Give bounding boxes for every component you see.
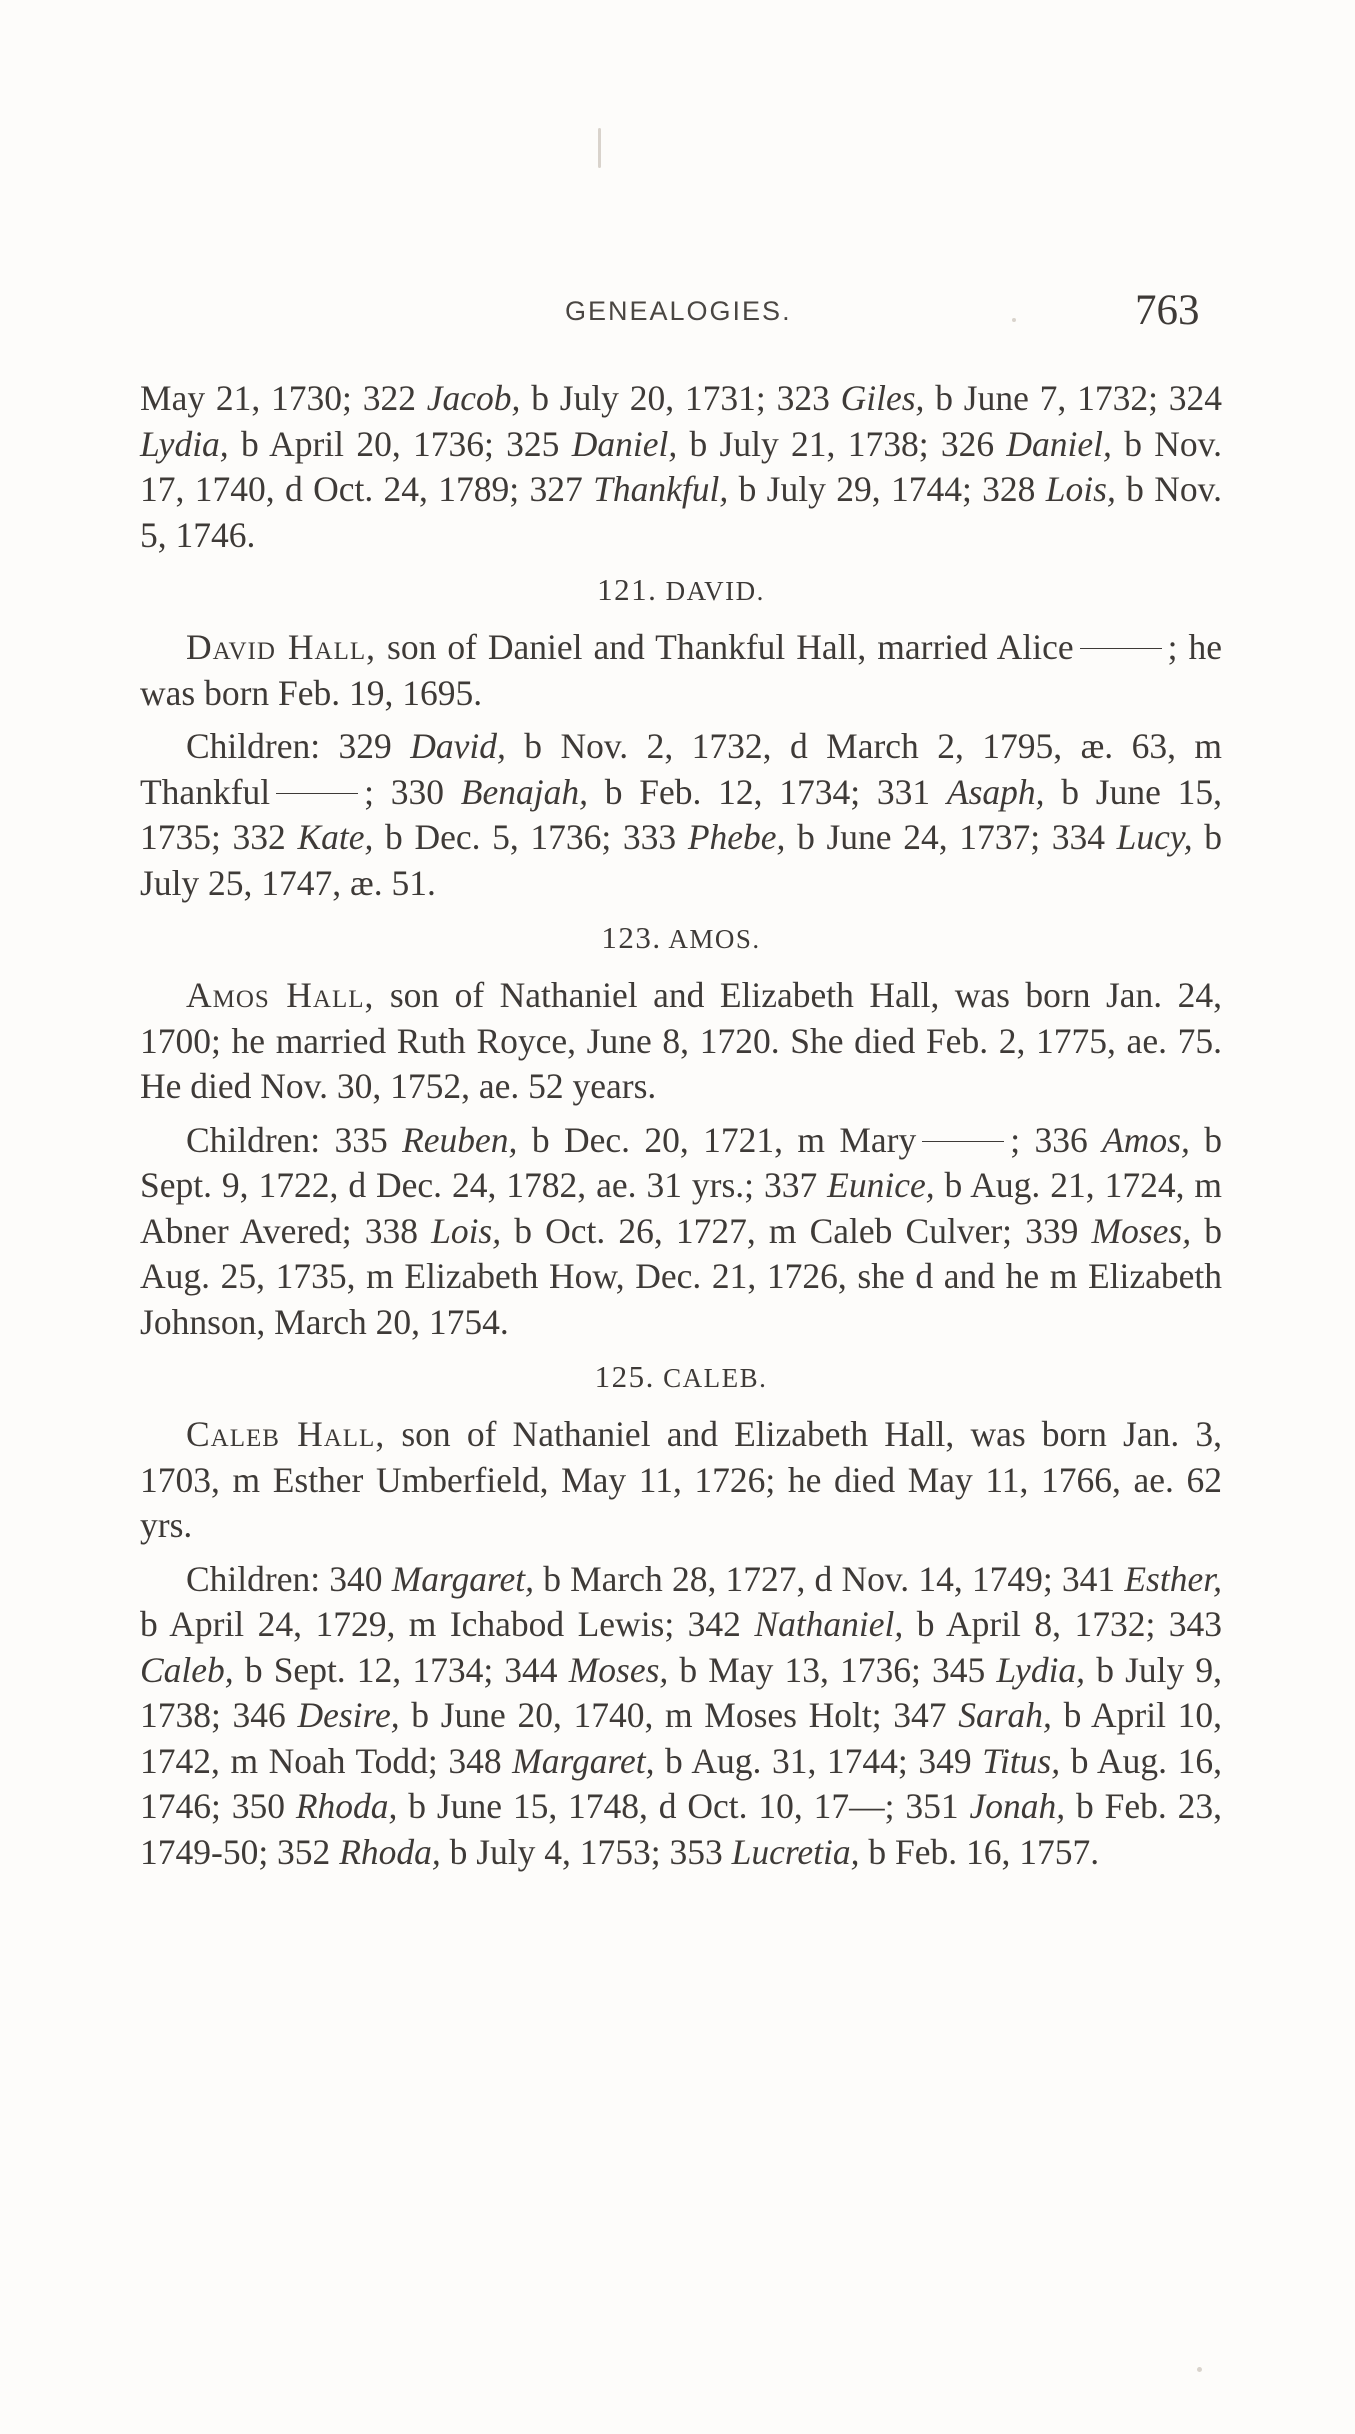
text-run: b April 8, 1732; 343 xyxy=(903,1604,1223,1644)
running-head xyxy=(0,287,1355,336)
text-run: May 21, 1730; 322 xyxy=(140,378,427,418)
text-run: b Nov. 2, 1732, d March 2, 1795, æ. 63, m Thankful xyxy=(140,726,1222,812)
child-name: Amos, xyxy=(1102,1119,1190,1160)
child-name: Jonah, xyxy=(969,1786,1066,1826)
child-name: Moses, xyxy=(568,1649,669,1690)
text-run: b June 15, 1735; 332 xyxy=(140,771,1222,857)
text-run: b Nov. 5, 1746. xyxy=(140,469,1222,555)
text-run: ; 336 xyxy=(1010,1119,1103,1160)
text-run: son of Nathaniel and Elizabeth Hall, was born Jan. 3, 1703, m Esther Umberfield, May 11, 1726; he died May 11, 1766, ae. 62 yrs. xyxy=(140,1414,1223,1545)
child-name: Phebe, xyxy=(687,817,786,857)
text-run: Children: 329 xyxy=(186,726,411,766)
child-name: Lucy, xyxy=(1116,817,1193,857)
child-name: Margaret, xyxy=(391,1558,535,1599)
child-name: Eunice, xyxy=(827,1165,935,1205)
text-run: Children: 335 xyxy=(186,1119,403,1160)
child-name: Caleb, xyxy=(140,1649,234,1690)
child-name: Margaret, xyxy=(512,1740,655,1781)
child-name: Daniel, xyxy=(1006,423,1112,464)
running-title: GENEALOGIES. xyxy=(565,296,792,326)
child-name: Lydia, xyxy=(996,1649,1086,1690)
text-run: ; he was born Feb. 19, 1695. xyxy=(140,627,1222,713)
child-name: Jacob, xyxy=(426,378,521,418)
person-name: Caleb Hall, xyxy=(186,1414,386,1454)
text-run: b Feb. 16, 1757. xyxy=(859,1831,1100,1872)
text-run: b Feb. 23, 1749-50; 352 xyxy=(140,1786,1222,1872)
child-name: Sarah, xyxy=(958,1695,1052,1735)
intro-paragraph xyxy=(140,1412,1222,1549)
text-run: ; 330 xyxy=(364,771,461,812)
child-name: Rhoda, xyxy=(339,1831,441,1872)
text-run: son of Nathaniel and Elizabeth Hall, was born Jan. 24, 1700; he married Ruth Royce, June 8, 1720. She died Feb. 2, 1775, ae. 75. He died Nov. 30, 1752, ae. 52 years. xyxy=(140,975,1222,1106)
paper-speck xyxy=(1197,2367,1202,2372)
child-name: Lois, xyxy=(431,1210,502,1251)
paper-speck xyxy=(598,128,601,168)
text-run: b July 29, 1744; 328 xyxy=(728,469,1046,509)
text-run: b July 20, 1731; 323 xyxy=(520,378,841,418)
person-name: Amos Hall, xyxy=(186,975,375,1015)
person-name: David Hall, xyxy=(186,627,377,667)
text-run: b July 25, 1747, æ. 51. xyxy=(140,817,1222,903)
child-name: Giles, xyxy=(840,378,925,418)
text-run: b Sept. 9, 1722, d Dec. 24, 1782, ae. 31 yrs.; 337 xyxy=(140,1119,1222,1205)
text-run: Children: 340 xyxy=(186,1558,392,1599)
text-run: son of Daniel and Thankful Hall, married Alice xyxy=(376,627,1074,667)
child-name: Lydia, xyxy=(140,423,229,464)
body-text xyxy=(140,376,1222,1875)
section-name: DAVID. xyxy=(665,576,765,606)
child-name: Kate, xyxy=(297,817,374,857)
section-number: 121. xyxy=(597,572,658,607)
child-name: Titus, xyxy=(982,1740,1061,1781)
child-name: Lucretia, xyxy=(731,1831,860,1872)
text-run: b July 4, 1753; 353 xyxy=(440,1831,732,1872)
blank-dash xyxy=(276,793,358,794)
text-run: b Feb. 12, 1734; 331 xyxy=(587,771,947,812)
text-run: b Aug. 16, 1746; 350 xyxy=(140,1740,1223,1826)
text-run: b Oct. 26, 1727, m Caleb Culver; 339 xyxy=(501,1210,1092,1251)
text-run: b June 7, 1732; 324 xyxy=(924,378,1222,418)
intro-paragraph xyxy=(140,973,1222,1110)
text-run: b April 24, 1729, m Ichabod Lewis; 342 xyxy=(140,1604,755,1644)
text-run: b Aug. 25, 1735, m Elizabeth How, Dec. 21, 1726, she d and he m Elizabeth Johnson, March 20, 1754. xyxy=(140,1210,1222,1342)
text-run: b April 10, 1742, m Noah Todd; 348 xyxy=(140,1695,1222,1781)
child-name: Rhoda, xyxy=(295,1786,398,1826)
page-number: 763 xyxy=(1135,287,1200,334)
children-paragraph xyxy=(140,724,1222,906)
text-run: b April 20, 1736; 325 xyxy=(228,423,572,464)
text-run: b July 9, 1738; 346 xyxy=(140,1649,1223,1735)
child-name: Desire, xyxy=(297,1695,400,1735)
child-name: Esther, xyxy=(1124,1558,1222,1599)
text-run: b March 28, 1727, d Nov. 14, 1749; 341 xyxy=(534,1558,1125,1599)
child-name: Reuben, xyxy=(402,1119,518,1160)
child-name: Nathaniel, xyxy=(754,1604,904,1644)
text-run: b Sept. 12, 1734; 344 xyxy=(233,1649,569,1690)
child-name: Daniel, xyxy=(571,423,678,464)
children-paragraph xyxy=(140,1557,1222,1876)
section-heading-amos xyxy=(140,918,1222,959)
blank-dash xyxy=(1080,648,1162,649)
text-run: b Aug. 31, 1744; 349 xyxy=(654,1740,983,1781)
section-name: CALEB. xyxy=(663,1363,768,1393)
section-number: 123. xyxy=(601,920,662,955)
continuation-paragraph xyxy=(140,376,1222,558)
text-run: b June 15, 1748, d Oct. 10, 17—; 351 xyxy=(397,1786,970,1826)
text-run: b May 13, 1736; 345 xyxy=(668,1649,997,1690)
section-number: 125. xyxy=(594,1359,655,1394)
child-name: Lois, xyxy=(1045,469,1116,509)
child-name: Benajah, xyxy=(460,771,588,812)
child-name: Moses, xyxy=(1091,1210,1192,1251)
child-name: Thankful, xyxy=(593,469,729,509)
text-run: b July 21, 1738; 326 xyxy=(677,423,1007,464)
section-heading-david xyxy=(140,570,1222,611)
text-run: b June 24, 1737; 334 xyxy=(785,817,1117,857)
text-run: b June 20, 1740, m Moses Holt; 347 xyxy=(399,1695,959,1735)
section-name: AMOS. xyxy=(668,924,761,954)
text-run: b Dec. 5, 1736; 333 xyxy=(373,817,688,857)
children-paragraph xyxy=(140,1118,1222,1346)
text-run: b Aug. 21, 1724, m Abner Avered; 338 xyxy=(140,1165,1222,1251)
child-name: David, xyxy=(410,726,506,766)
text-run: b Nov. 17, 1740, d Oct. 24, 1789; 327 xyxy=(140,423,1222,509)
child-name: Asaph, xyxy=(946,771,1045,812)
blank-dash xyxy=(922,1141,1004,1142)
text-run: b Dec. 20, 1721, m Mary xyxy=(517,1119,917,1160)
intro-paragraph xyxy=(140,625,1222,716)
section-heading-caleb xyxy=(140,1357,1222,1398)
